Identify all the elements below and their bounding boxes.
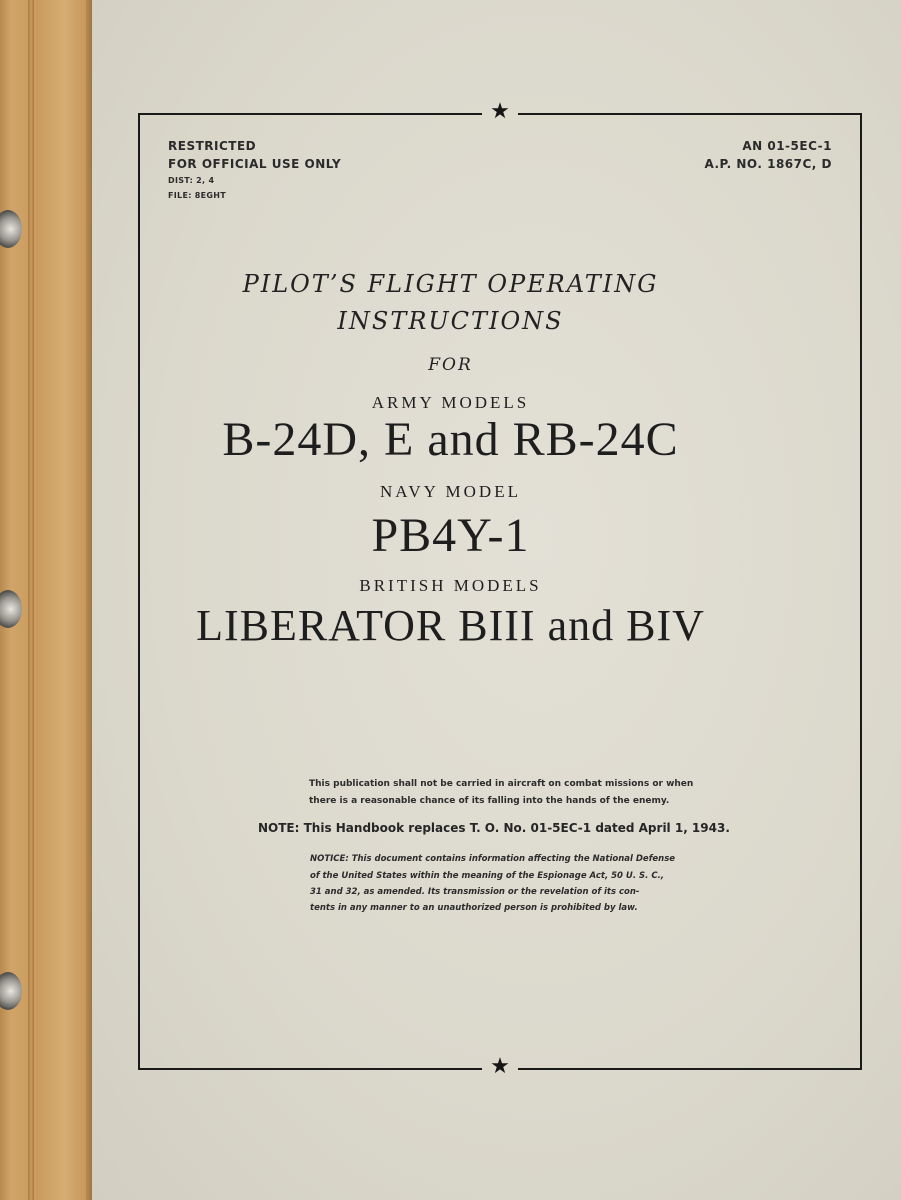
- star-ornament-top: ★: [490, 99, 510, 124]
- official-use-label: FOR OFFICIAL USE ONLY: [168, 157, 342, 171]
- replacement-note: NOTE: This Handbook replaces T. O. No. 01-5EC-1 dated April 1, 1943.: [258, 821, 730, 835]
- frame-top-right: [518, 113, 862, 115]
- classification-label: RESTRICTED: [168, 139, 257, 153]
- notice-line-1: NOTICE: This document contains information affecting the National Defense: [310, 854, 676, 864]
- title-for: FOR: [428, 355, 473, 375]
- binder-hole-top: [0, 210, 22, 248]
- army-models: B-24D, E and RB-24C: [222, 413, 679, 466]
- title-line-2: INSTRUCTIONS: [337, 307, 564, 335]
- british-models: LIBERATOR BIII and BIV: [196, 601, 705, 650]
- army-models-label: ARMY MODELS: [371, 393, 530, 412]
- frame-top-left: [138, 113, 482, 115]
- star-ornament-bottom: ★: [490, 1054, 510, 1079]
- frame-bottom-right: [518, 1068, 862, 1070]
- navy-model-label: NAVY MODEL: [380, 482, 521, 501]
- notice-line-3: 31 and 32, as amended. Its transmission or the revelation of its con-: [310, 887, 640, 897]
- british-models-label: BRITISH MODELS: [359, 576, 542, 595]
- frame-bottom-left: [138, 1068, 482, 1070]
- navy-model: PB4Y-1: [371, 509, 530, 562]
- binder-hole-bottom: [0, 972, 22, 1010]
- notice-line-4: tents in any manner to an unauthorized person is prohibited by law.: [310, 903, 638, 913]
- notice-line-2: of the United States within the meaning of the Espionage Act, 50 U. S. C.,: [310, 871, 665, 881]
- file-label: FILE: 8EGHT: [168, 191, 227, 200]
- warning-line-2: there is a reasonable chance of its falling into the hands of the enemy.: [309, 796, 670, 806]
- warning-line-1: This publication shall not be carried in aircraft on combat missions or when: [309, 779, 694, 789]
- distribution-label: DIST: 2, 4: [168, 176, 215, 185]
- ap-number: A.P. NO. 1867C, D: [704, 157, 832, 171]
- an-number: AN 01-5EC-1: [742, 139, 832, 153]
- title-line-1: PILOT’S FLIGHT OPERATING: [242, 270, 659, 298]
